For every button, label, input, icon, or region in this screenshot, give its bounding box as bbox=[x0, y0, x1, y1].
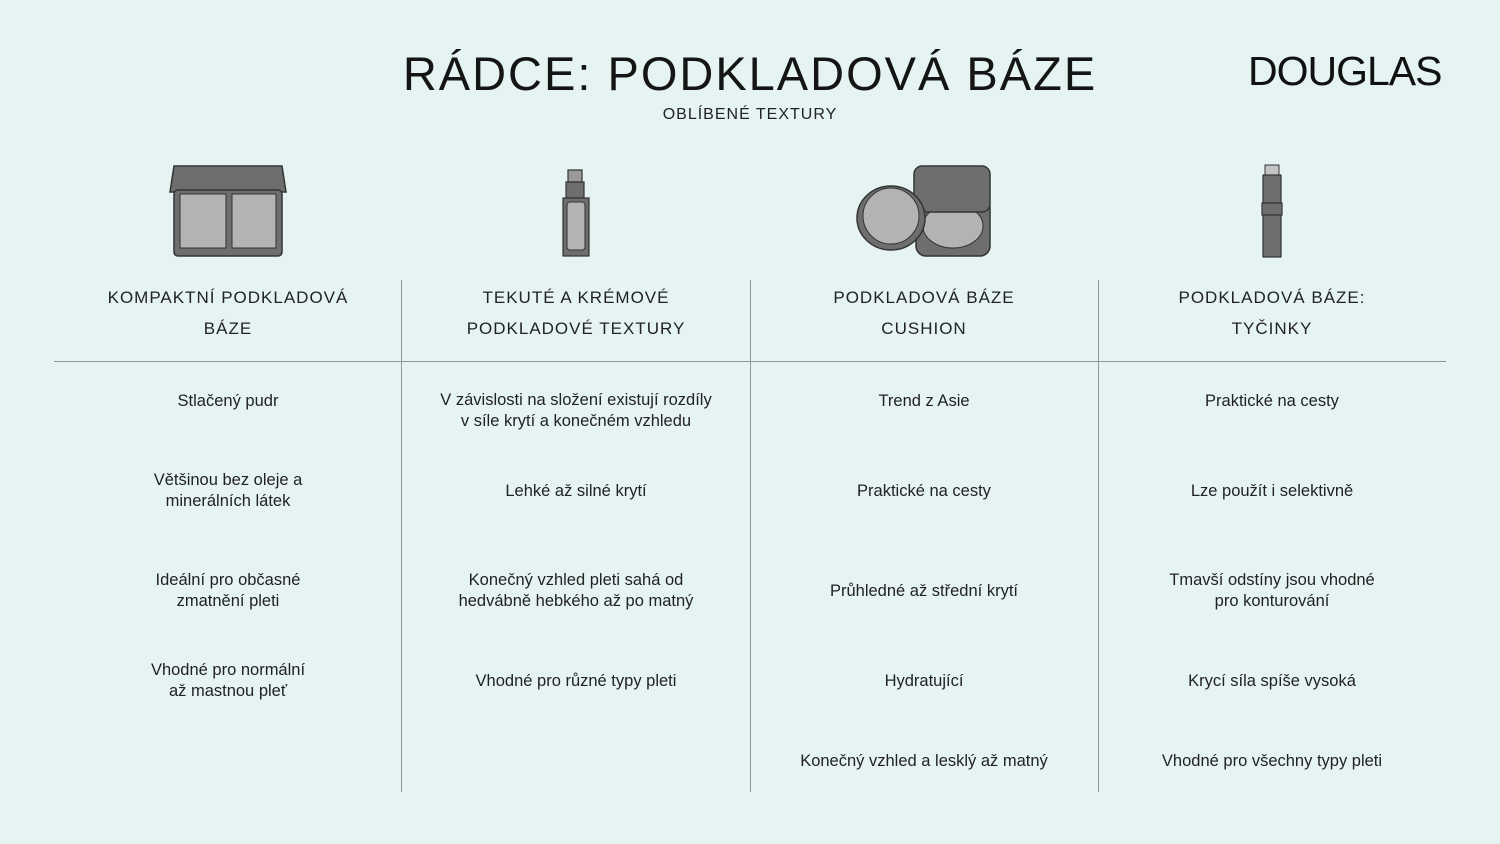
liquid-foundation-bottle-icon bbox=[558, 166, 594, 260]
column-heading-cushion: PODKLADOVÁ BÁZE CUSHION bbox=[833, 288, 1015, 338]
compact-powder-icon bbox=[166, 162, 290, 260]
brand-logo: DOUGLAS bbox=[1248, 48, 1442, 94]
table-cell: Praktické na cesty bbox=[1205, 391, 1339, 410]
column-heading-stick: PODKLADOVÁ BÁZE: TYČINKY bbox=[1178, 288, 1366, 338]
table-cell: Stlačený pudr bbox=[177, 391, 279, 410]
cushion-compact-icon bbox=[854, 160, 996, 260]
column-divider bbox=[750, 280, 751, 792]
table-cell: V závislosti na složení existují rozdíly v síle krytí a konečném vzhledu bbox=[440, 391, 712, 430]
table-cell: Krycí síla spíše vysoká bbox=[1188, 671, 1356, 690]
header-divider bbox=[54, 361, 1446, 362]
table-cell: Hydratující bbox=[884, 671, 964, 690]
page-subtitle: OBLÍBENÉ TEXTURY bbox=[662, 106, 838, 123]
table-cell: Vhodné pro všechny typy pleti bbox=[1161, 751, 1383, 770]
column-heading-compact: KOMPAKTNÍ PODKLADOVÁ BÁZE bbox=[107, 288, 349, 338]
table-cell: Průhledné až střední krytí bbox=[829, 581, 1018, 600]
table-cell: Vhodné pro různé typy pleti bbox=[475, 671, 677, 690]
table-cell: Tmavší odstíny jsou vhodné pro konturování bbox=[1169, 571, 1375, 610]
table-cell: Konečný vzhled a lesklý až matný bbox=[800, 751, 1048, 770]
table-cell: Lehké až silné krytí bbox=[505, 481, 647, 500]
table-cell: Konečný vzhled pleti sahá od hedvábně hebkého až po matný bbox=[458, 571, 694, 610]
page-title: RÁDCE: PODKLADOVÁ BÁZE bbox=[402, 47, 1098, 100]
column-divider bbox=[401, 280, 402, 792]
column-divider bbox=[1098, 280, 1099, 792]
table-cell: Vhodné pro normální až mastnou pleť bbox=[150, 661, 306, 700]
table-cell: Praktické na cesty bbox=[857, 481, 991, 500]
foundation-stick-icon bbox=[1258, 162, 1286, 260]
column-heading-liquid: TEKUTÉ A KRÉMOVÉ PODKLADOVÉ TEXTURY bbox=[466, 288, 686, 338]
table-cell: Trend z Asie bbox=[878, 391, 970, 410]
table-cell: Většinou bez oleje a minerálních látek bbox=[153, 471, 303, 510]
table-cell: Lze použít i selektivně bbox=[1190, 481, 1354, 500]
table-cell: Ideální pro občasné zmatnění pleti bbox=[155, 571, 301, 610]
